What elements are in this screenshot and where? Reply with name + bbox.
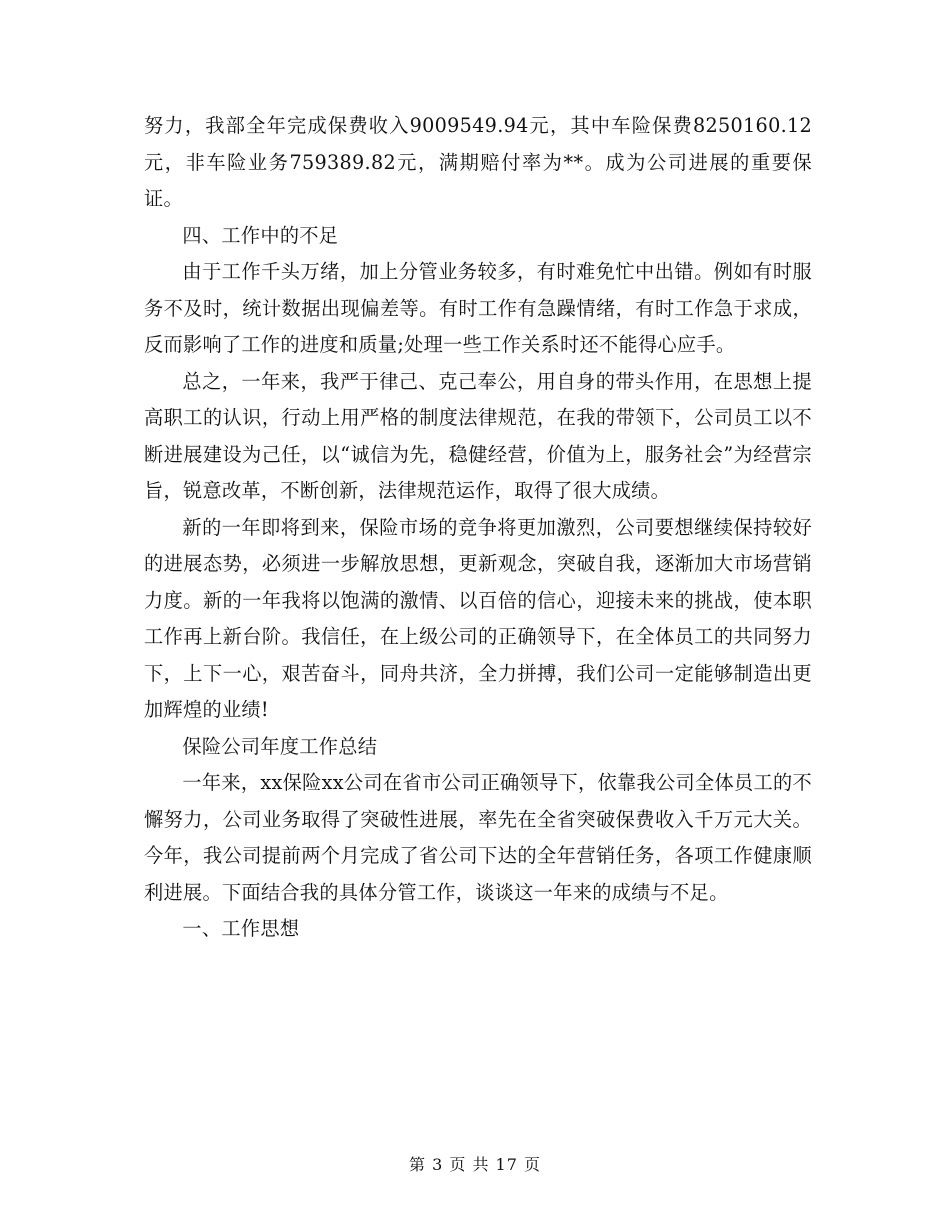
- document-body: [144, 108, 812, 948]
- section-heading-work-thoughts: 一、工作思想: [182, 917, 300, 940]
- paragraph-outlook: 新的一年即将到来，保险市场的竞争将更加激烈，公司要想继续保持较好的进展态势，必须进一步解放思想，更新观念，突破自我，逐渐加大市场营销力度。新的一年我将以饱满的激情、以百倍的信心，迎接未来的挑战，使本职工作再上新台阶。我信任，在上级公司的正确领导下，在全体员工的共同努力下，上下一心，艰苦奋斗，同舟共济，全力拼搏，我们公司一定能够制造出更加辉煌的业绩!: [144, 515, 812, 721]
- article-title: 保险公司年度工作总结: [182, 734, 378, 758]
- page-number-footer: 第 3 页 共 17 页: [409, 1155, 541, 1174]
- paragraph-intro: 一年来，xx保险xx公司在省市公司正确领导下，依靠我公司全体员工的不懈努力，公司业务取得了突破性进展，率先在全省突破保费收入千万元大关。今年，我公司提前两个月完成了省公司下达的全年营销任务，各项工作健康顺利进展。下面结合我的具体分管工作，谈谈这一年来的成绩与不足。: [144, 771, 812, 904]
- paragraph-continuation: 努力，我部全年完成保费收入9009549.94元，其中车险保费8250160.12元，非车险业务759389.82元，满期赔付率为**。成为公司进展的重要保证。: [144, 114, 812, 210]
- section-heading-shortcomings: 四、工作中的不足: [182, 223, 339, 247]
- paragraph-shortcomings: 由于工作千头万绪，加上分管业务较多，有时难免忙中出错。例如有时服务不及时，统计数据出现偏差等。有时工作有急躁情绪，有时工作急于求成，反而影响了工作的进度和质量;处理一些工作关系时还不能得心应手。: [144, 260, 812, 356]
- paragraph-summary: 总之，一年来，我严于律己、克己奉公，用自身的带头作用，在思想上提高职工的认识，行动上用严格的制度法律规范，在我的带领下，公司员工以不断进展建设为己任，以“诚信为先，稳健经营，价值为上，服务社会”为经营宗旨，锐意改革，不断创新，法律规范运作，取得了很大成绩。: [144, 369, 812, 502]
